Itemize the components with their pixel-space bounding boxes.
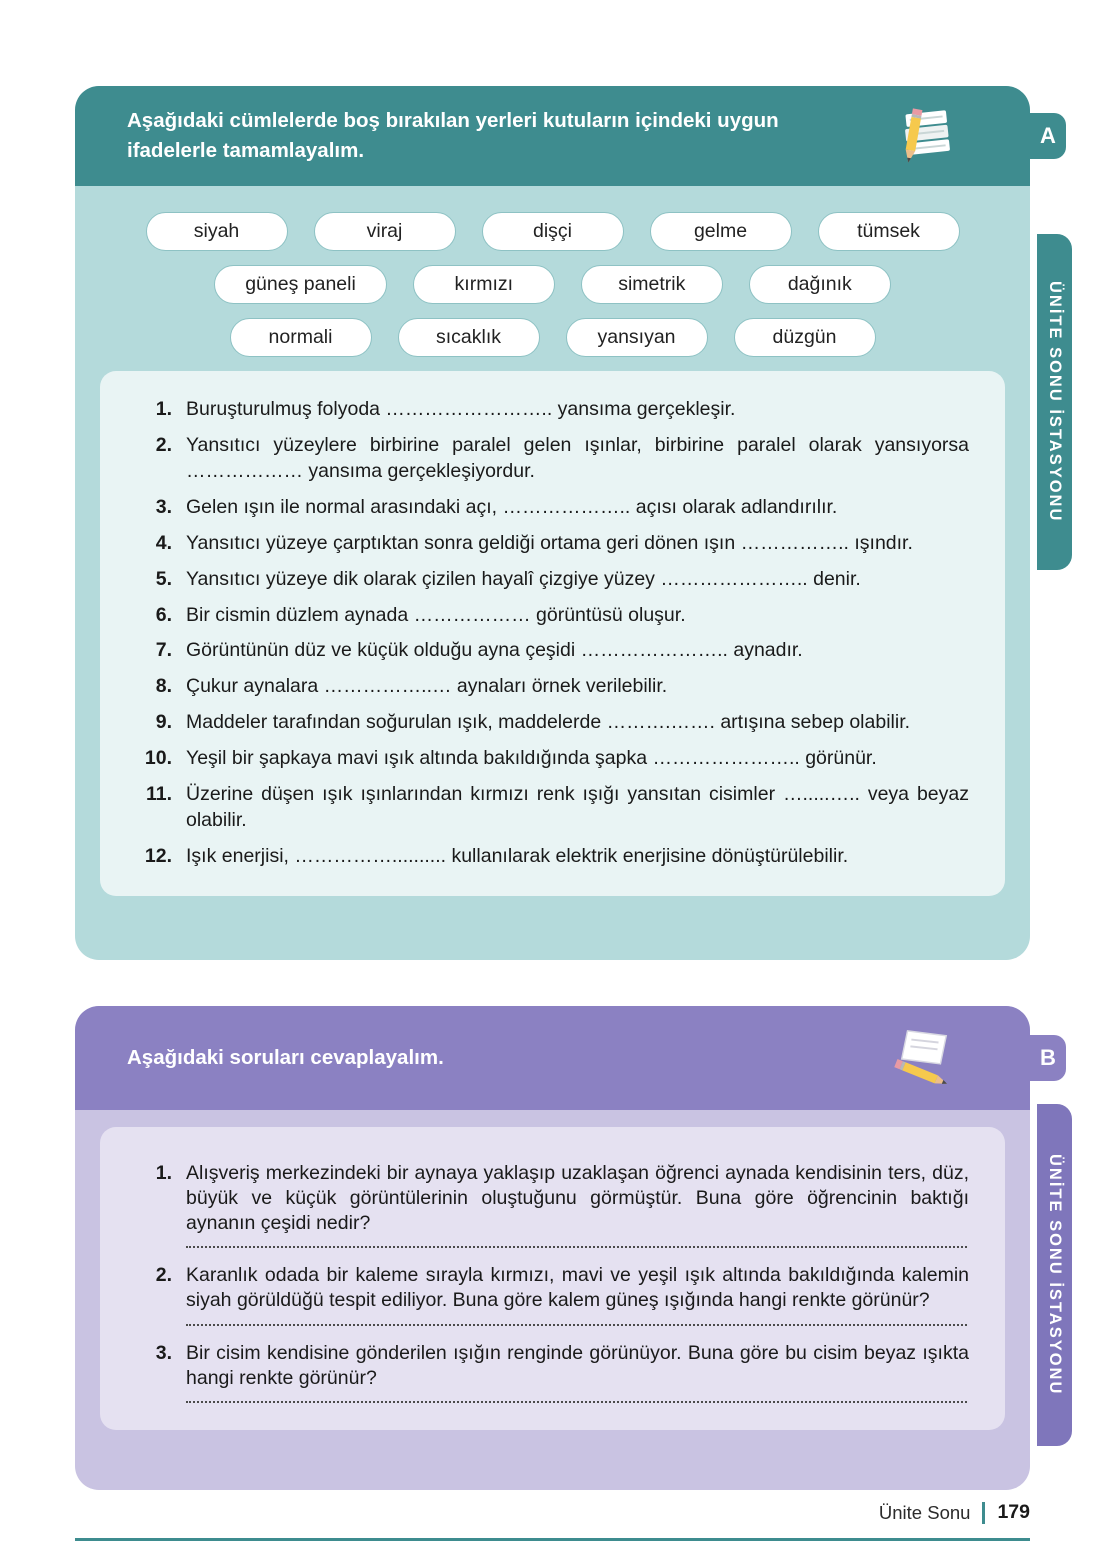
word-pill: tümsek — [818, 212, 960, 251]
fill-blank-item — [128, 710, 969, 736]
fill-blank-item — [128, 782, 969, 834]
fill-blank-item — [128, 603, 969, 629]
word-pill: dişçi — [482, 212, 624, 251]
item-number: 5. — [155, 567, 172, 590]
answer-line — [186, 1322, 967, 1326]
item-text: Görüntünün düz ve küçük olduğu ayna çeşidi ………………….. aynadır. — [186, 639, 803, 662]
fill-blank-list — [100, 371, 1005, 896]
fill-blank-item — [128, 844, 969, 870]
question-text: Bir cisim kendisine gönderilen ışığın renginde görünüyor. Buna göre bu cisim beyaz ışıkta hangi renkte görünür? — [186, 1341, 969, 1389]
paper-pencil-icon — [892, 1027, 954, 1089]
word-pill: viraj — [314, 212, 456, 251]
word-pill: güneş paneli — [214, 265, 387, 304]
word-pill: siyah — [146, 212, 288, 251]
pencil-paper-icon — [892, 105, 954, 167]
item-number: 1. — [155, 398, 172, 420]
fill-blank-item — [128, 531, 969, 557]
question-number: 2. — [155, 1264, 172, 1287]
answer-line — [186, 1244, 967, 1248]
fill-blank-item — [128, 433, 969, 485]
answer-line — [186, 1399, 967, 1403]
item-text: Çukur aynalara ……………..… aynaları örnek verilebilir. — [186, 675, 668, 698]
fill-blank-item — [128, 397, 969, 423]
footer-separator — [982, 1502, 985, 1524]
item-text: Yansıtıcı yüzeye dik olarak çizilen hayalî çizgiye yüzey ………………….. denir. — [186, 567, 861, 590]
item-number: 6. — [155, 603, 172, 626]
word-pill: dağınık — [749, 265, 891, 304]
item-text: Buruşturulmuş folyoda …………………….. yansıma gerçekleşir. — [186, 398, 736, 420]
footer-section-label: Ünite Sonu — [878, 1501, 971, 1523]
unit-end-station-label: ÜNİTE SONU İSTASYONU — [1046, 281, 1064, 523]
question-text: Alışveriş merkezindeki bir aynaya yaklaşıp uzaklaşan öğrenci aynada kendisinin ters, düz, büyük ve küçük görüntülerinin oluştuğunu görmüştür. Buna göre öğrencinin baktığı aynanın çeşidi nedir? — [186, 1162, 969, 1234]
item-text: Maddeler tarafından soğurulan ışık, maddelerde ……….……. artışına sebep olabilir. — [186, 711, 911, 734]
unit-end-station-label: ÜNİTE SONU İSTASYONU — [1046, 1154, 1064, 1396]
question-item — [128, 1341, 969, 1404]
word-pill: kırmızı — [413, 265, 555, 304]
section-b-title: Aşağıdaki soruları cevaplayalım. — [127, 1046, 444, 1070]
question-item — [128, 1161, 969, 1248]
item-number: 8. — [155, 675, 172, 698]
section-a-title: Aşağıdaki cümlelerde boş bırakılan yerleri kutuların içindeki uygun ifadelerle tamamlayalım. — [127, 109, 779, 162]
fill-blank-item — [128, 495, 969, 521]
fill-blank-item — [128, 746, 969, 772]
item-number: 11. — [145, 783, 172, 806]
unit-end-station-tab-purple — [1037, 1104, 1072, 1446]
word-bank-row — [75, 318, 1030, 357]
item-text: Yansıtıcı yüzeylere birbirine paralel gelen ışınlar, birbirine paralel olarak yansıyorsa ……………… yansıma gerçekleşiyordur. — [186, 433, 969, 482]
section-a-header — [75, 86, 1056, 186]
question-item — [128, 1263, 969, 1326]
fill-blank-item — [128, 567, 969, 593]
word-bank-row — [75, 265, 1030, 304]
question-text: Karanlık odada bir kaleme sırayla kırmızı, mavi ve yeşil ışık altında bakıldığında kalemin siyah görüldüğü tespit ediliyor. Buna göre kalem güneş ışığında hangi renkte görünür? — [186, 1264, 969, 1311]
item-text: Yansıtıcı yüzeye çarptıktan sonra geldiği ortama geri dönen ışın …………….. ışındır. — [186, 531, 913, 554]
item-text: Gelen ışın ile normal arasındaki açı, ……………….. açısı olarak adlandırılır. — [186, 495, 838, 518]
item-number: 3. — [155, 495, 172, 518]
page-number: 179 — [997, 1501, 1030, 1523]
item-text: Işık enerjisi, …………….......... kullanılarak elektrik enerjisine dönüştürülebilir. — [186, 844, 849, 867]
word-bank — [75, 186, 1030, 357]
question-list — [100, 1127, 1005, 1430]
word-pill: simetrik — [581, 265, 723, 304]
item-number: 12. — [144, 844, 172, 867]
item-text: Üzerine düşen ışık ışınlarından kırmızı renk ışığı yansıtan cisimler ….....….. veya beyaz olabilir. — [186, 783, 969, 832]
item-number: 10. — [144, 747, 172, 770]
item-number: 7. — [155, 639, 172, 662]
fill-blank-item — [128, 674, 969, 700]
word-pill: gelme — [650, 212, 792, 251]
word-pill: düzgün — [734, 318, 876, 357]
word-pill: yansıyan — [566, 318, 708, 357]
word-bank-row — [75, 212, 1030, 251]
section-a-letter-tab: A — [1030, 113, 1066, 159]
word-pill: sıcaklık — [398, 318, 540, 357]
section-b-letter-tab: B — [1030, 1035, 1066, 1081]
unit-end-station-tab-teal — [1037, 234, 1072, 570]
fill-blank-item — [128, 638, 969, 664]
footer — [879, 1501, 1030, 1524]
item-number: 2. — [155, 433, 172, 456]
item-text: Yeşil bir şapkaya mavi ışık altında bakıldığında şapka ………………….. görünür. — [186, 747, 877, 770]
question-number: 3. — [155, 1341, 172, 1364]
item-text: Bir cismin düzlem aynada ……………… görüntüsü oluşur. — [186, 603, 686, 626]
footer-rule — [75, 1538, 1030, 1541]
item-number: 9. — [155, 711, 172, 734]
section-b-header — [75, 1006, 1056, 1110]
word-pill: normali — [230, 318, 372, 357]
item-number: 4. — [155, 531, 172, 554]
question-number: 1. — [155, 1162, 172, 1184]
